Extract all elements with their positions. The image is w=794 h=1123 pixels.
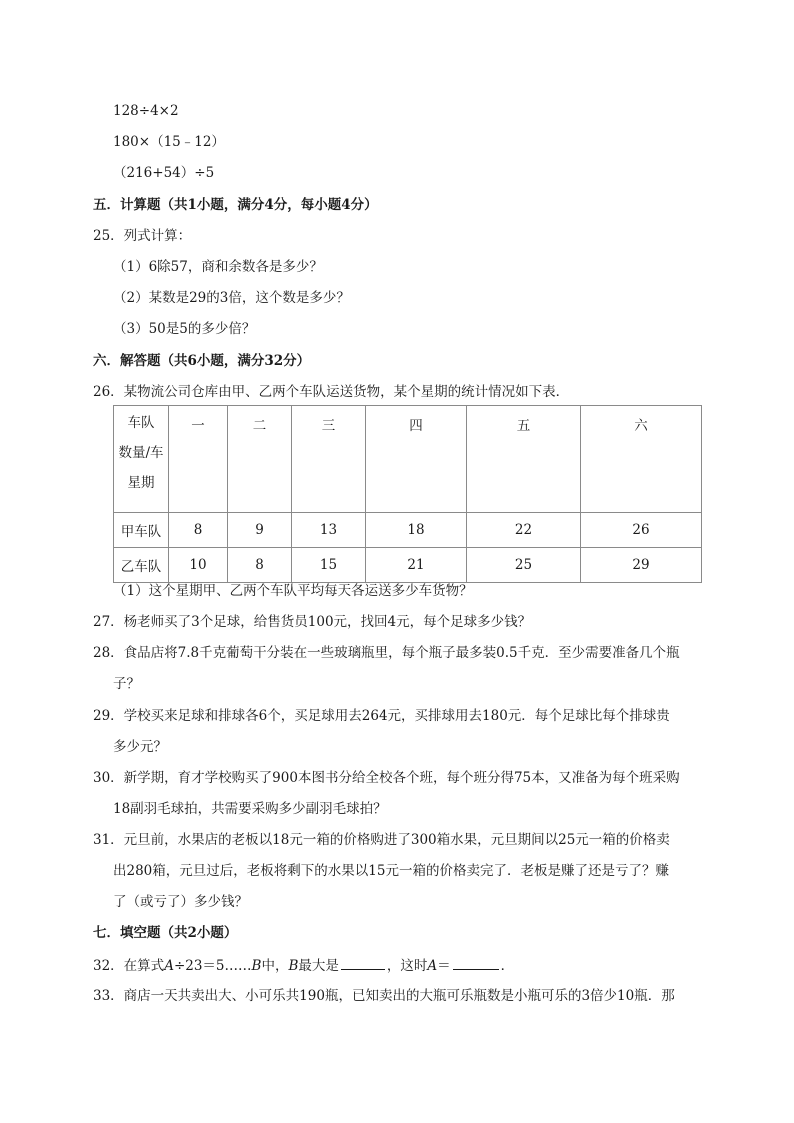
section-7-title: 七．填空题（共2小题） [93, 925, 238, 941]
question-27: 27．杨老师买了3个足球，给售货员100元，找回4元，每个足球多少钱？ [93, 614, 532, 630]
expr-1: 128÷4×2 [113, 103, 179, 119]
q32-text: ． [500, 958, 515, 974]
q32-text: 中， [261, 958, 289, 974]
question-26: 26．某物流公司仓库由甲、乙两个车队运送货物，某个星期的统计情况如下表． [93, 384, 570, 400]
table-header-day: 二 [228, 406, 292, 513]
table-cell: 8 [169, 513, 228, 548]
q32-text: 最大是 [298, 958, 339, 974]
q32-text: ，这时 [386, 958, 428, 974]
question-26-part-1: （1）这个星期甲、乙两个车队平均每天各运送多少车货物？ [113, 583, 473, 599]
table-corner-cell [114, 406, 169, 513]
table-header-day: 一 [169, 406, 228, 513]
stats-table [113, 405, 702, 583]
question-28-line-2: 子？ [113, 676, 140, 692]
q32-text: 32．在算式 [93, 958, 165, 974]
question-25: 25．列式计算： [93, 228, 192, 244]
table-cell: 13 [292, 513, 366, 548]
q32-var-b: B [251, 958, 262, 974]
table-row-label: 甲车队 [114, 513, 169, 548]
question-30-line-1: 30．新学期，育才学校购买了900本图书分给全校各个班，每个班分得75本，又准备为每个班采购 [93, 770, 680, 786]
question-31-line-3: 了（或亏了）多少钱？ [113, 894, 248, 910]
question-30-line-2: 18副羽毛球拍，共需要采购多少副羽毛球拍？ [113, 801, 387, 817]
answer-blank-1[interactable] [341, 955, 385, 970]
q32-var-a: A [427, 958, 438, 974]
table-row-label: 乙车队 [114, 548, 169, 583]
answer-blank-2[interactable] [453, 955, 499, 970]
corner-label-weekday: 星期 [127, 475, 155, 491]
table-cell: 22 [467, 513, 581, 548]
table-header-day: 五 [467, 406, 581, 513]
question-28-line-1: 28．食品店将7.8千克葡萄干分装在一些玻璃瓶里，每个瓶子最多装0.5千克．至少需要准备几个瓶 [93, 645, 680, 661]
table-header-day: 六 [581, 406, 702, 513]
table-cell: 29 [581, 548, 702, 583]
table-cell: 8 [228, 548, 292, 583]
section-5-title: 五．计算题（共1小题，满分4分，每小题4分） [93, 197, 378, 213]
q32-text: ÷23＝5…… [173, 958, 252, 974]
q32-var-b: B [288, 958, 299, 974]
question-32 [93, 955, 514, 976]
question-25-item-2: （2）某数是29的3倍，这个数是多少？ [113, 290, 350, 306]
question-31-line-1: 31．元旦前，水果店的老板以18元一箱的价格购进了300箱水果，元旦期间以25元一箱的价格卖 [93, 832, 670, 848]
q32-var-a: A [164, 958, 174, 974]
table-cell: 21 [366, 548, 467, 583]
table-header-day: 三 [292, 406, 366, 513]
question-33: 33．商店一天共卖出大、小可乐共190瓶，已知卖出的大瓶可乐瓶数是小瓶可乐的3倍少10瓶．那 [93, 988, 675, 1004]
table-cell: 15 [292, 548, 366, 583]
table-cell: 25 [467, 548, 581, 583]
q32-text: ＝ [437, 958, 451, 974]
table-row [114, 548, 702, 583]
table-cell: 10 [169, 548, 228, 583]
expr-2: 180×（15﹣12） [113, 134, 225, 150]
table-header-day: 四 [366, 406, 467, 513]
table-cell: 18 [366, 513, 467, 548]
table-cell: 9 [228, 513, 292, 548]
table-header-row [114, 406, 702, 513]
corner-label-team: 车队 [127, 415, 155, 431]
question-25-item-1: （1）6除57，商和余数各是多少？ [113, 259, 323, 275]
table-row [114, 513, 702, 548]
question-31-line-2: 出280箱，元旦过后，老板将剩下的水果以15元一箱的价格卖完了．老板是赚了还是亏了？赚 [113, 863, 669, 879]
question-25-item-3: （3）50是5的多少倍？ [113, 321, 256, 337]
table-cell: 26 [581, 513, 702, 548]
question-29-line-2: 多少元？ [113, 739, 167, 755]
section-6-title: 六．解答题（共6小题，满分32分） [93, 353, 311, 369]
corner-label-quantity: 数量/车 [118, 445, 164, 461]
question-29-line-1: 29．学校买来足球和排球各6个，买足球用去264元，买排球用去180元．每个足球比每个排球贵 [93, 708, 670, 724]
expr-3: （216+54）÷5 [113, 165, 215, 181]
